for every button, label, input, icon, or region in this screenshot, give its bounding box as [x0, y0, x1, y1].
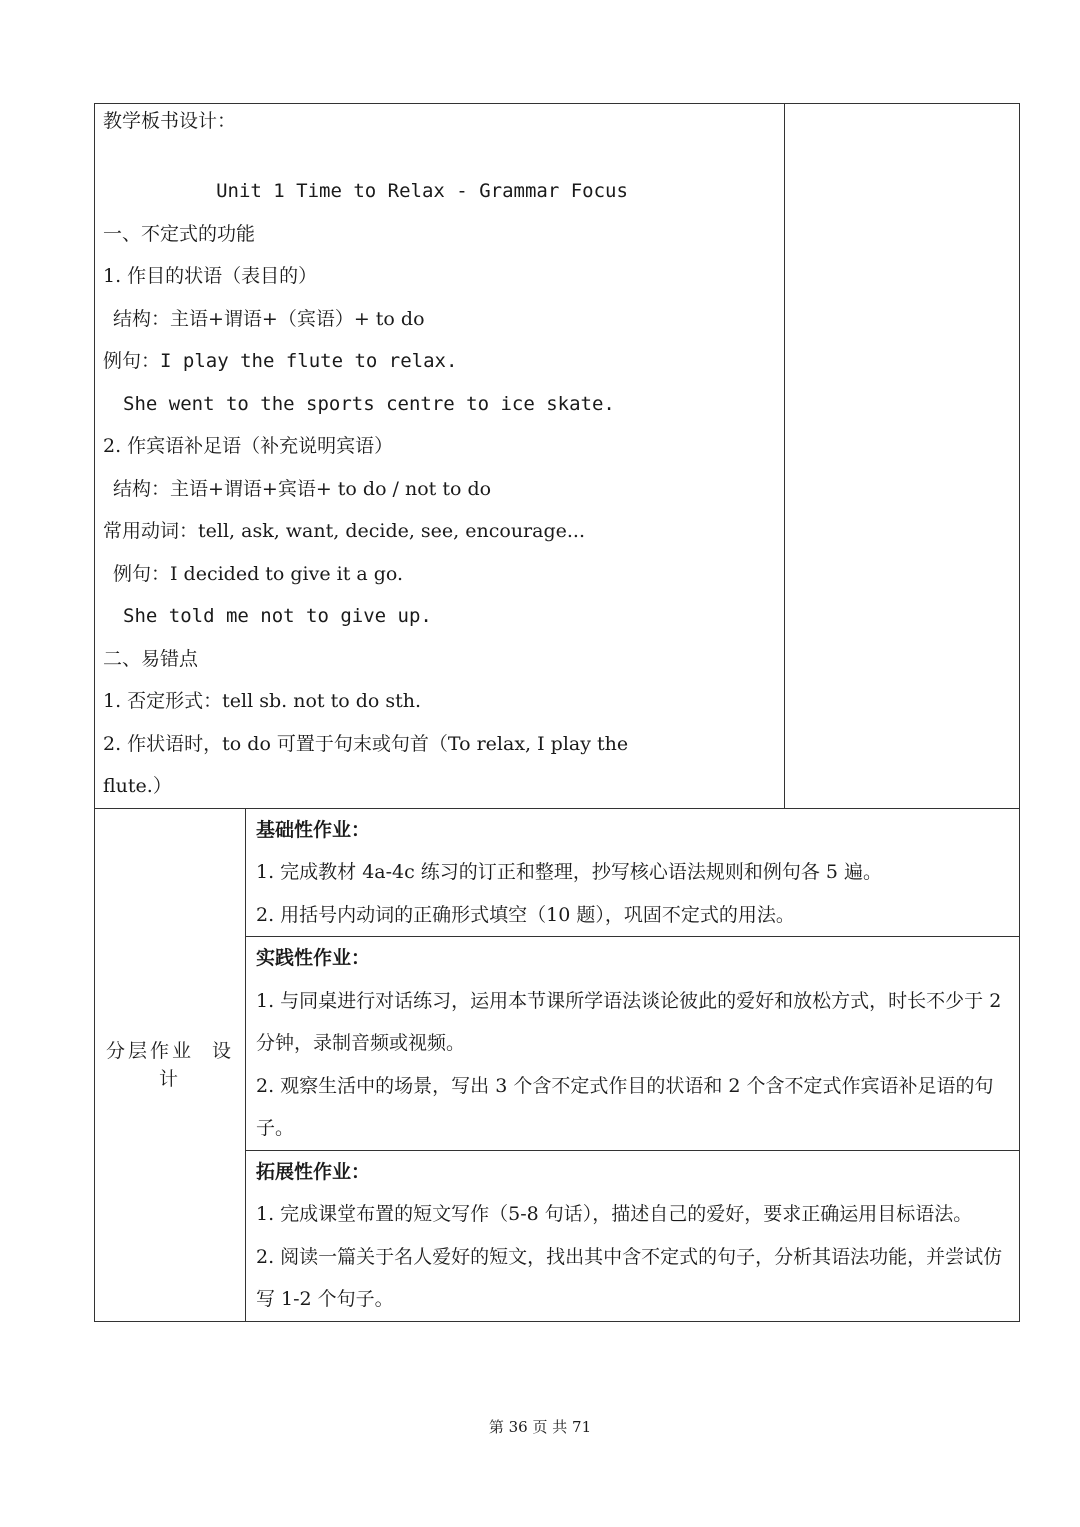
basic-homework-item: 2. 用括号内动词的正确形式填空（10 题），巩固不定式的用法。: [256, 903, 795, 926]
pitfall-1: 1. 否定形式：tell sb. not to do sth.: [103, 690, 421, 712]
extension-homework-cell: [246, 1150, 1020, 1321]
board-design-cell: [95, 104, 785, 809]
page-number: 第 36 页 共 71: [488, 1418, 592, 1436]
spacer: [103, 138, 776, 170]
item-1-title: 1. 作目的状语（表目的）: [103, 265, 318, 287]
example-sentence: I play the flute to relax.: [160, 350, 458, 372]
item-2-example-1: 例句：I decided to give it a go.: [113, 562, 404, 585]
lesson-plan-table: [94, 103, 1020, 1322]
example-label: 例句：: [103, 350, 161, 372]
homework-label-line-1: 分层作业 设: [105, 1039, 235, 1062]
board-title: Unit 1 Time to Relax - Grammar Focus: [216, 180, 628, 202]
item-2-structure: 结构：主语+谓语+宾语+ to do / not to do: [113, 477, 492, 500]
pitfall-2a: 2. 作状语时，to do 可置于句末或句首（To relax, I play the: [103, 732, 629, 755]
section-heading-1: 一、不定式的功能: [103, 222, 256, 245]
item-2-verbs: 常用动词：tell, ask, want, decide, see, encourage...: [103, 520, 585, 542]
item-1-structure: 结构：主语+谓语+（宾语）+ to do: [113, 307, 425, 330]
practice-homework-item: 1. 与同桌进行对话练习，运用本节课所学语法谈论彼此的爱好和放松方式，时长不少于 2 分钟，录制音频或视频。: [256, 989, 1002, 1054]
item-2-title: 2. 作宾语补足语（补充说明宾语）: [103, 435, 394, 457]
basic-homework-title: 基础性作业：: [256, 818, 371, 841]
homework-label: [105, 1037, 235, 1093]
homework-basic-row: [95, 808, 1020, 937]
homework-label-cell: [95, 808, 246, 1321]
basic-homework-item: 1. 完成教材 4a-4c 练习的订正和整理，抄写核心语法规则和例句各 5 遍。: [256, 861, 882, 883]
practice-homework-cell: [246, 937, 1020, 1151]
practice-homework-item: 2. 观察生活中的场景，写出 3 个含不定式作目的状语和 2 个含不定式作宾语补足语的句子。: [256, 1074, 994, 1139]
pitfall-2b: flute.）: [103, 775, 172, 797]
board-heading: 教学板书设计：: [103, 110, 237, 132]
notes-cell: [785, 104, 1020, 809]
item-1-example-2: She went to the sports centre to ice skate.: [123, 392, 615, 415]
item-2-example-2: She told me not to give up.: [123, 605, 432, 627]
section-heading-2: 二、易错点: [103, 647, 199, 670]
item-1-example-1: [103, 340, 776, 383]
extension-homework-item: 1. 完成课堂布置的短文写作（5-8 句话），描述自己的爱好，要求正确运用目标语法。: [256, 1203, 973, 1225]
extension-homework-title: 拓展性作业：: [256, 1160, 371, 1183]
practice-homework-title: 实践性作业：: [256, 947, 371, 969]
board-design-row: [95, 104, 1020, 809]
basic-homework-cell: [246, 808, 1020, 937]
extension-homework-item: 2. 阅读一篇关于名人爱好的短文，找出其中含不定式的句子，分析其语法功能，并尝试仿写 1-2 个句子。: [256, 1245, 1003, 1310]
homework-label-line-2: 计: [158, 1067, 181, 1090]
